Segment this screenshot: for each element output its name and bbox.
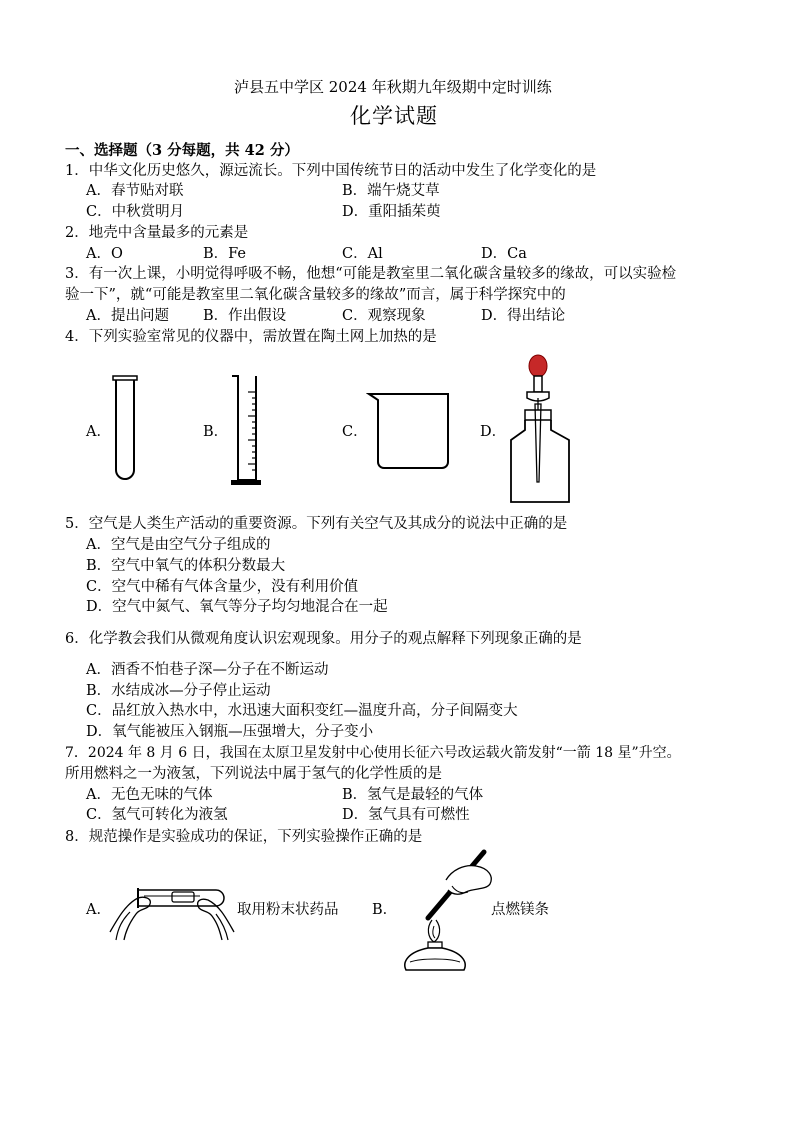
q7-option-b: B．氢气是最轻的气体 xyxy=(342,787,484,803)
question-2-stem: 2．地壳中含量最多的元素是 xyxy=(65,225,249,241)
q6-option-c: C．品红放入热水中，水迅速大面积变红—温度升高，分子间隔变大 xyxy=(86,703,518,719)
q4-option-b: B． xyxy=(203,424,229,440)
q5-option-a: A．空气是由空气分子组成的 xyxy=(86,537,271,553)
q3-option-c: C．观察现象 xyxy=(342,308,426,324)
test-tube-figure xyxy=(105,370,145,490)
question-7-stem-line2: 所用燃料之一为液氢，下列说法中属于氢气的化学性质的是 xyxy=(65,766,442,782)
q8-option-a: A． xyxy=(86,902,111,918)
q3-option-b: B．作出假设 xyxy=(203,308,287,324)
section-heading: 一、选择题（3 分每题，共 42 分） xyxy=(65,142,299,159)
question-7-stem-line1: 7．2024 年 8 月 6 日，我国在太原卫星发射中心使用长征六号改运载火箭发射“一箭 18 星”升空。 xyxy=(65,745,681,761)
q5-option-b: B．空气中氧气的体积分数最大 xyxy=(86,558,286,574)
q5-option-c: C．空气中稀有气体含量少，没有利用价值 xyxy=(86,579,359,595)
q4-option-c: C． xyxy=(342,424,368,440)
q2-option-c: C．Al xyxy=(342,246,383,262)
q7-option-c: C．氢气可转化为液氢 xyxy=(86,807,228,823)
question-8-stem: 8．规范操作是实验成功的保证，下列实验操作正确的是 xyxy=(65,829,423,845)
q8-option-a-caption: 取用粉末状药品 xyxy=(237,902,339,918)
graduated-cylinder-figure xyxy=(228,372,264,488)
q6-option-a: A．酒香不怕巷子深—分子在不断运动 xyxy=(86,662,329,678)
q1-option-d: D．重阳插茱萸 xyxy=(342,204,441,220)
q1-option-b: B．端午烧艾草 xyxy=(342,183,440,199)
q1-option-c: C．中秋赏明月 xyxy=(86,204,185,220)
q2-option-b: B．Fe xyxy=(203,246,247,262)
q8-option-b: B． xyxy=(372,902,398,918)
exam-title: 化学试题 xyxy=(350,104,438,128)
q3-option-a: A．提出问题 xyxy=(86,308,169,324)
powder-test-tube-hands-figure xyxy=(108,874,236,942)
question-3-stem-line1: 3．有一次上课，小明觉得呼吸不畅，他想“可能是教室里二氧化碳含量较多的缘故，可以实验检 xyxy=(65,266,677,282)
beaker-figure xyxy=(366,388,456,472)
q6-option-b: B．水结成冰—分子停止运动 xyxy=(86,683,271,699)
question-3-stem-line2: 验一下”，就“可能是教室里二氧化碳含量较多的缘故”而言，属于科学探究中的 xyxy=(65,287,566,303)
question-1-stem: 1．中华文化历史悠久，源远流长。下列中国传统节日的活动中发生了化学变化的是 xyxy=(65,163,597,179)
q2-option-d: D．Ca xyxy=(481,246,527,262)
question-6-stem: 6．化学教会我们从微观角度认识宏观现象。用分子的观点解释下列现象正确的是 xyxy=(65,631,582,647)
q5-option-d: D．空气中氮气、氧气等分子均匀地混合在一起 xyxy=(86,599,388,615)
question-5-stem: 5．空气是人类生产活动的重要资源。下列有关空气及其成分的说法中正确的是 xyxy=(65,516,568,532)
q4-option-d: D． xyxy=(480,424,507,440)
q7-option-d: D．氢气具有可燃性 xyxy=(342,807,470,823)
q4-option-a: A． xyxy=(86,424,111,440)
q8-option-b-caption: 点燃镁条 xyxy=(491,902,549,918)
q2-option-a: A．O xyxy=(86,246,123,262)
q1-option-a: A．春节贴对联 xyxy=(86,183,184,199)
q7-option-a: A．无色无味的气体 xyxy=(86,787,213,803)
question-4-stem: 4．下列实验室常见的仪器中，需放置在陶土网上加热的是 xyxy=(65,329,437,345)
ignite-magnesium-figure xyxy=(392,846,496,974)
q3-option-d: D．得出结论 xyxy=(481,308,566,324)
dropper-bottle-figure xyxy=(505,352,577,508)
exam-header: 泸县五中学区 2024 年秋期九年级期中定时训练 xyxy=(234,78,552,96)
q6-option-d: D．氧气能被压入钢瓶—压强增大，分子变小 xyxy=(86,724,374,740)
